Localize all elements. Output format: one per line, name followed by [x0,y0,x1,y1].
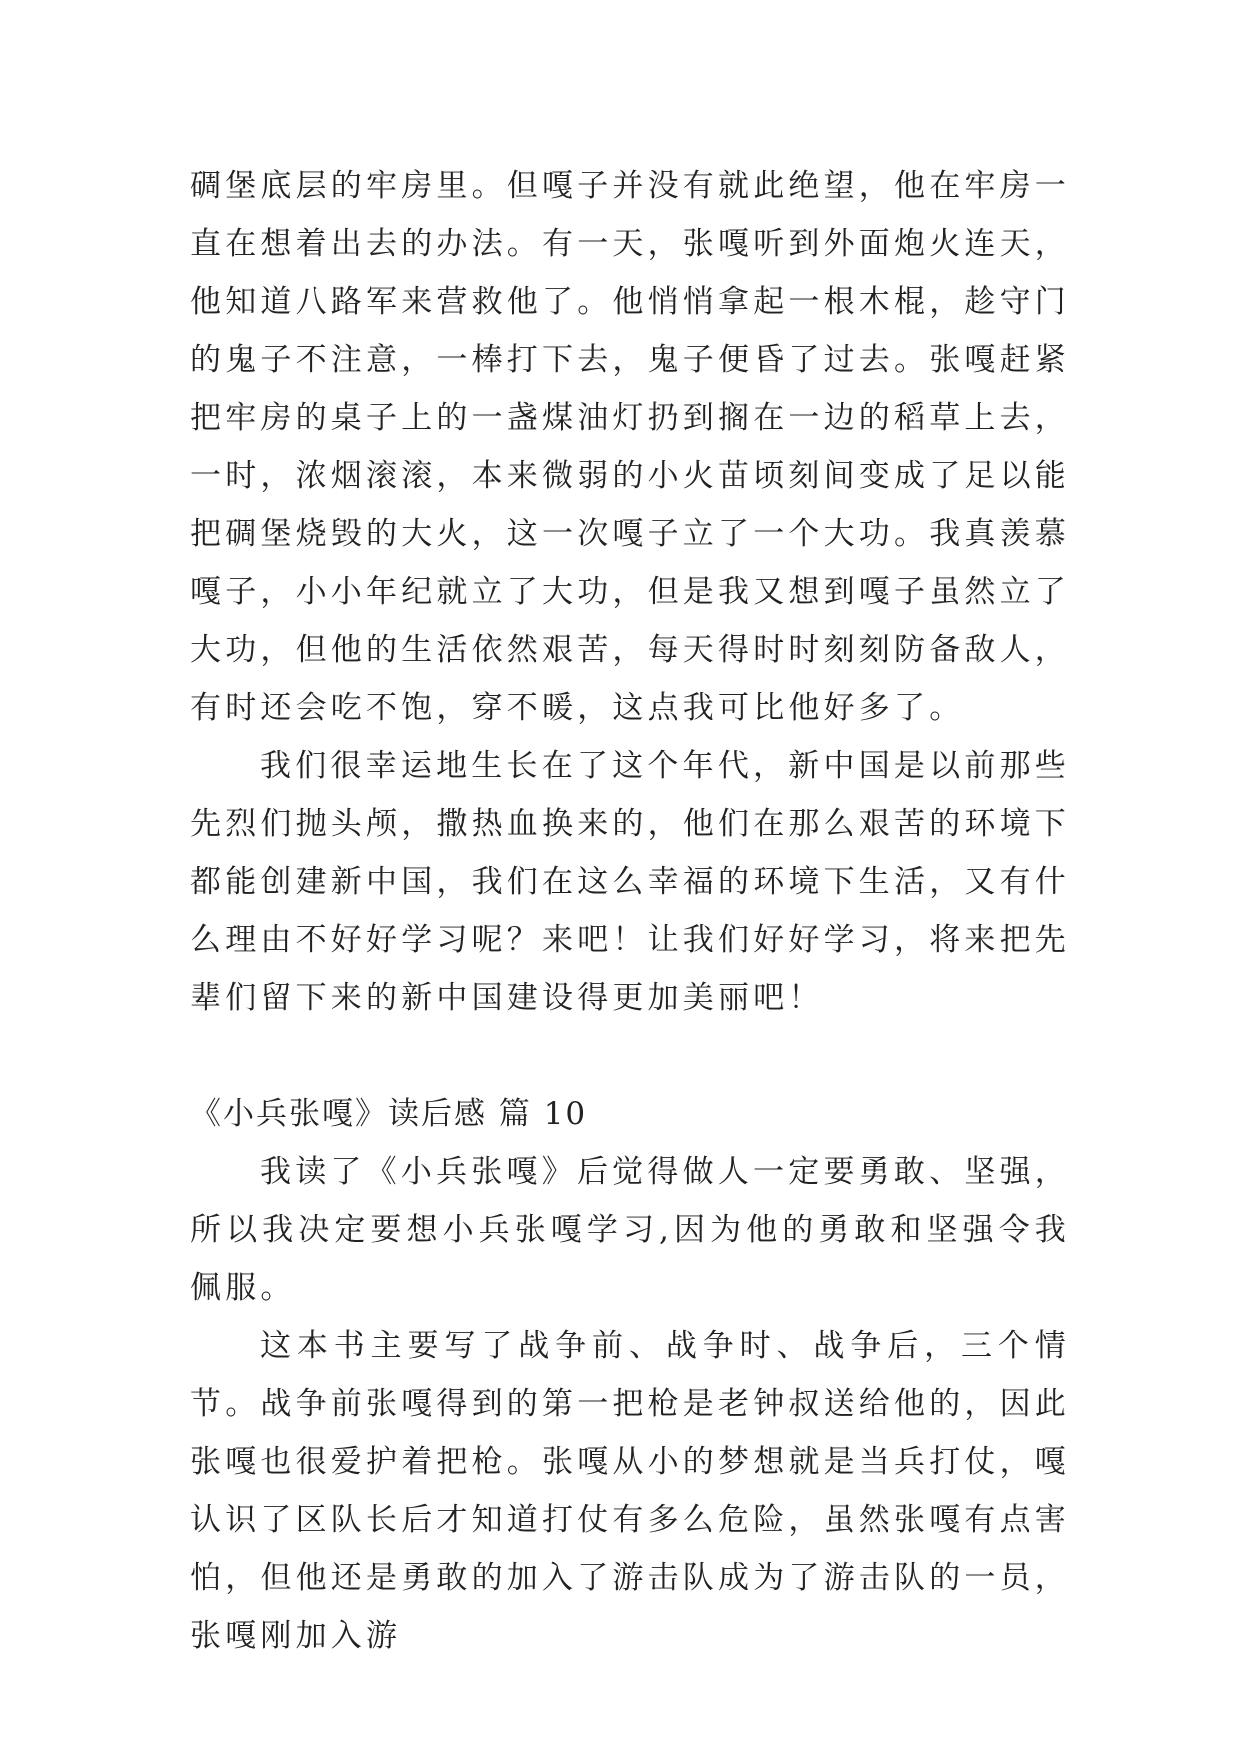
section-gap [190,1027,1070,1085]
paragraph-intro: 我读了《小兵张嘎》后觉得做人一定要勇敢、坚强，所以我决定要想小兵张嘎学习,因为他的勇敢和坚强令我佩服。 [190,1154,1070,1306]
paragraph-summary: 这本书主要写了战争前、战争时、战争后，三个情节。战争前张嘎得到的第一把枪是老钟叔送给他的，因此张嘎也很爱护着把枪。张嘎从小的梦想就是当兵打仗，嘎认识了区队长后才知道打仗有多么危险，虽然张嘎有点害怕，但他还是勇敢的加入了游击队成为了游击队的一员，张嘎刚加入游 [190,1328,1070,1654]
document-body [190,157,1070,1665]
section-heading: 《小兵张嘎》读后感 篇 10 [190,1096,588,1132]
paragraph-conclusion: 我们很幸运地生长在了这个年代，新中国是以前那些先烈们抛头颅，撒热血换来的，他们在那么艰苦的环境下都能创建新中国，我们在这么幸福的环境下生活，又有什么理由不好好学习呢？来吧！让我们好好学习，将来把先辈们留下来的新中国建设得更加美丽吧！ [190,748,1070,1016]
paragraph-continuation: 碉堡底层的牢房里。但嘎子并没有就此绝望，他在牢房一直在想着出去的办法。有一天，张嘎听到外面炮火连天，他知道八路军来营救他了。他悄悄拿起一根木棍，趁守门的鬼子不注意，一棒打下去，鬼子便昏了过去。张嘎赶紧把牢房的桌子上的一盏煤油灯扔到搁在一边的稻草上去，一时，浓烟滚滚，本来微弱的小火苗顷刻间变成了足以能把碉堡烧毁的大火，这一次嘎子立了一个大功。我真羡慕嘎子，小小年纪就立了大功，但是我又想到嘎子虽然立了大功，但他的生活依然艰苦，每天得时时刻刻防备敌人，有时还会吃不饱，穿不暖，这点我可比他好多了。 [190,168,1070,726]
